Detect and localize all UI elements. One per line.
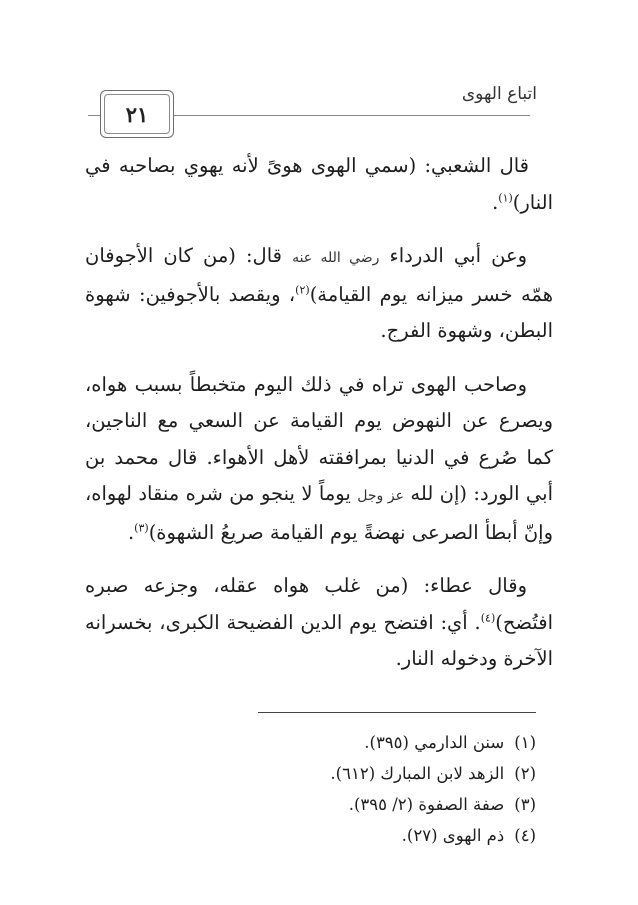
footnote-number: (٤)	[514, 826, 536, 845]
footnote-item	[330, 820, 536, 851]
footnote-item	[330, 789, 536, 820]
footnote-item	[330, 758, 536, 789]
footnote-ref: (٢)	[295, 283, 310, 296]
paragraph-text: ، ويقصد بالأجوفين: شهوة البطن، وشهوة الفرج.	[85, 282, 553, 342]
paragraph-text: يوماً لا ينجو من شره منقاد لهواه، وإنّ أبطأ الصرعى نهضةً يوم القيامة صريعُ الشهوة)	[85, 482, 553, 544]
paragraph-text: وصاحب الهوى تراه في ذلك اليوم متخبطاً بسبب هواه، ويصرع عن النهوض يوم القيامة عن السعي مع الناجين، كما صُرع في الدنيا بمرافقته لأهل الأهواء. قال محمد بن أبي الورد: (إن لله	[85, 372, 554, 505]
paragraph-shaabi	[85, 148, 553, 221]
footnote-number: (٣)	[514, 795, 536, 814]
honorific-glyph: رضي الله عنه	[292, 250, 380, 266]
footnote-item	[330, 727, 536, 758]
footnote-text: ذم الهوى (٢٧).	[401, 826, 505, 845]
paragraph-text: . أي: افتضح يوم الدين الفضيحة الكبرى، بخسرانه الآخرة ودخوله النار.	[85, 610, 553, 670]
paragraph-text: قال الشعبي: (سمي الهوى هوىً لأنه يهوي بصاحبه في النار)	[85, 154, 553, 214]
page-number: ٢١	[104, 94, 170, 134]
footnote-ref: (٤)	[480, 611, 496, 624]
paragraph-text: وقال عطاء: (من غلب هواه عقله، وجزعه صبره افتُضح)	[85, 574, 553, 634]
running-title: اتباع الهوى	[461, 84, 537, 104]
footnote-divider	[258, 712, 536, 713]
paragraph-text: وعن أبي الدرداء	[389, 244, 527, 267]
paragraph-abu-darda	[85, 238, 553, 350]
paragraph-text: .	[492, 190, 499, 214]
main-text	[85, 148, 553, 695]
paragraph-ibn-abi-al-ward	[85, 367, 553, 552]
page-number-frame	[100, 90, 174, 138]
footnote-text: سنن الدارمي (٣٩٥).	[364, 733, 505, 752]
footnote-ref: (٣)	[134, 521, 149, 534]
honorific-glyph: عز وجل	[357, 488, 404, 504]
footnote-text: الزهد لابن المبارك (٦١٢).	[330, 764, 505, 783]
paragraph-ataa	[85, 568, 553, 678]
footnote-text: صفة الصفوة (٢/ ٣٩٥).	[348, 795, 505, 814]
footnotes	[330, 727, 536, 851]
footnote-ref: (١)	[498, 191, 513, 204]
paragraph-text: قال: (من كان الأجوفان همّه خسر ميزانه يوم القيامة)	[85, 244, 553, 306]
footnote-number: (١)	[514, 733, 536, 752]
footnote-number: (٢)	[514, 764, 536, 783]
paragraph-text: .	[127, 520, 135, 544]
